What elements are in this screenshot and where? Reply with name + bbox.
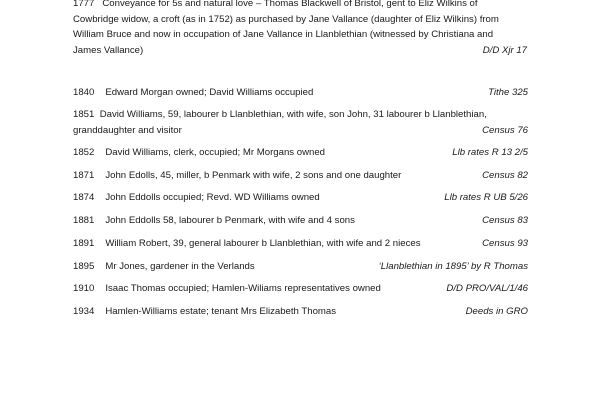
entry-year: 1891 bbox=[73, 238, 95, 249]
entry-source: D/D Xjr 17 bbox=[482, 44, 527, 56]
entry-year: 1840 bbox=[73, 87, 95, 98]
entry-line bbox=[73, 107, 528, 123]
entry-1874 bbox=[73, 191, 528, 205]
entry-source: Census 83 bbox=[482, 215, 528, 226]
entry-text: John Eddolls 58, labourer b Penmark, with wife and 4 sons bbox=[105, 215, 355, 226]
entry-text: Mr Jones, gardener in the Verlands bbox=[105, 261, 255, 272]
entry-text: James Vallance) bbox=[73, 44, 144, 56]
entry-source: Deeds in GRO bbox=[465, 306, 528, 317]
entry-1891 bbox=[73, 237, 528, 251]
entry-1871 bbox=[73, 169, 528, 183]
entry-year: 1910 bbox=[73, 283, 95, 294]
entry-year: 1851 bbox=[73, 109, 95, 120]
entry-source: Llb rates R 13 2/5 bbox=[452, 147, 528, 158]
entry-text: Conveyance for 5s and natural love – Thomas Blackwell of Bristol, gent to Eliz Wilkins of bbox=[102, 0, 478, 9]
entry-1851 bbox=[73, 107, 528, 138]
entry-text: David Williams, 59, labourer b Llanblethian, with wife, son John, 31 labourer b Llanblethian, bbox=[99, 109, 487, 120]
entry-text: William Robert, 39, general labourer b Llanblethian, with wife and 2 nieces bbox=[105, 238, 421, 249]
entry-1910 bbox=[73, 282, 528, 296]
entry-line: William Bruce and now in occupation of Jane Vallance in Llanblethian (witnessed by Christiana and bbox=[73, 29, 494, 40]
entry-year: 1895 bbox=[73, 261, 95, 272]
entry-1881 bbox=[73, 214, 528, 228]
entry-text: David Williams, clerk, occupied; Mr Morgans owned bbox=[105, 147, 326, 158]
entry-1852 bbox=[73, 146, 528, 160]
entry-text: John Eddolls occupied; Revd. WD Williams owned bbox=[105, 192, 320, 203]
entry-source: D/D PRO/VAL/1/46 bbox=[446, 283, 528, 294]
entry-line bbox=[73, 0, 533, 12]
entry-text: Edward Morgan owned; David Williams occupied bbox=[105, 87, 314, 98]
entry-text: John Edolls, 45, miller, b Penmark with wife, 2 sons and one daughter bbox=[105, 170, 402, 181]
entry-source: Census 93 bbox=[482, 238, 528, 249]
entry-source: Census 82 bbox=[482, 170, 528, 181]
entry-source: Tithe 325 bbox=[488, 87, 528, 98]
entry-1934 bbox=[73, 305, 528, 319]
entry-year: 1871 bbox=[73, 170, 95, 181]
entry-source: Census 76 bbox=[482, 124, 528, 136]
entry-year: 1852 bbox=[73, 147, 95, 158]
entry-1895 bbox=[73, 260, 528, 274]
entry-line: granddaughter and visitor bbox=[73, 124, 182, 136]
entry-year: 1934 bbox=[73, 306, 95, 317]
entry-year: 1881 bbox=[73, 215, 95, 226]
entry-line bbox=[73, 43, 533, 59]
entry-text: Hamlen-Williams estate; tenant Mrs Elizabeth Thomas bbox=[105, 306, 337, 317]
entry-1840 bbox=[73, 86, 528, 100]
entry-source: Llb rates R UB 5/26 bbox=[444, 192, 528, 203]
entry-year: 1874 bbox=[73, 192, 95, 203]
entry-source: ‘Llanblethian in 1895’ by R Thomas bbox=[378, 261, 528, 272]
entry-year: 1777 bbox=[73, 0, 95, 9]
entry-text: Isaac Thomas occupied; Hamlen-Wiliams representatives owned bbox=[105, 283, 381, 294]
entry-line: Cowbridge widow, a croft (as in 1752) as purchased by Jane Vallance (daughter of Eliz Wilkins) from bbox=[73, 13, 499, 25]
entry-1777 bbox=[73, 0, 533, 58]
